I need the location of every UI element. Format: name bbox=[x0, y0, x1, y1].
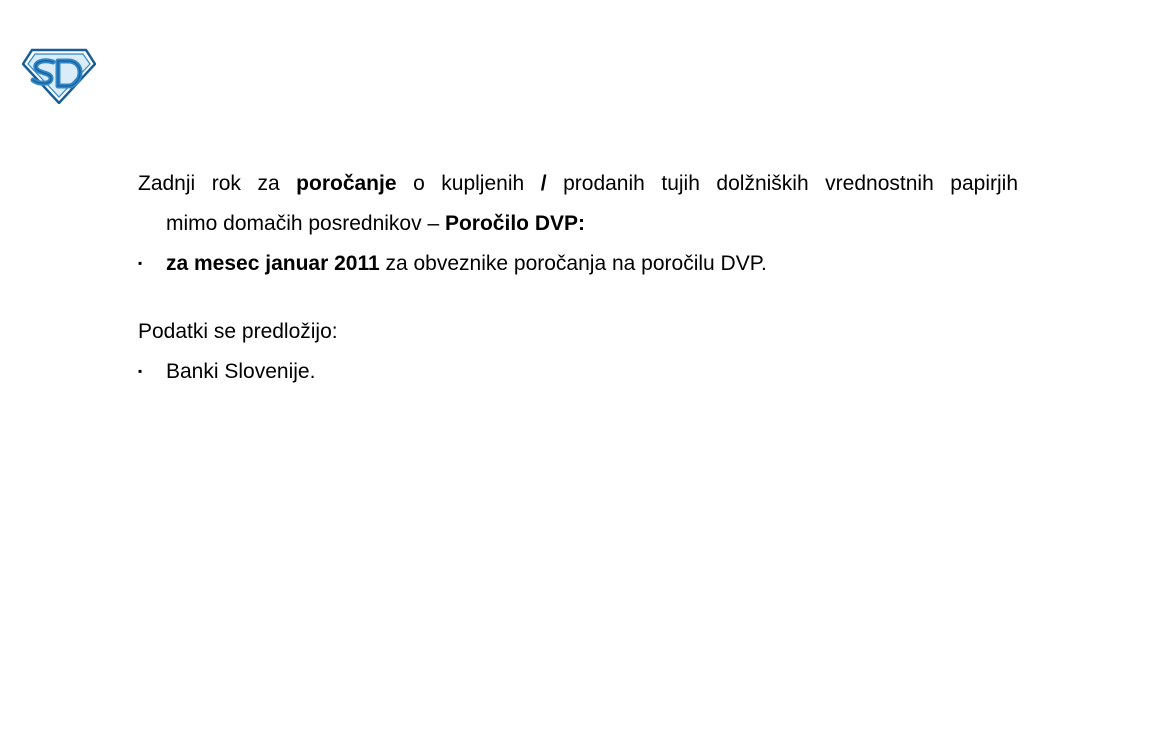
bullet-1-bold: za mesec januar 2011 bbox=[166, 252, 380, 275]
deadline-line-2 bbox=[138, 204, 1018, 244]
bullet-2-text: Banki Slovenije. bbox=[166, 360, 316, 383]
deadline-line-1 bbox=[138, 164, 1018, 204]
bullet-1-rest: za obveznike poročanja na poročilu DVP. bbox=[379, 252, 767, 275]
list-item bbox=[138, 352, 1018, 394]
shield-logo-icon bbox=[22, 48, 96, 104]
document-body bbox=[138, 164, 1018, 394]
deadline-paragraph bbox=[138, 164, 1018, 244]
square-bullet-icon: ▪ bbox=[138, 256, 143, 270]
deadline-text-3: prodanih tujih dolžniških vrednostnih papirjih bbox=[546, 172, 1018, 195]
square-bullet-icon: ▪ bbox=[138, 364, 143, 378]
deadline-text-2: o kupljenih bbox=[396, 172, 541, 195]
submission-paragraph: Podatki se predložijo: bbox=[138, 320, 338, 343]
deadline-text-4: mimo domačih posrednikov – bbox=[166, 212, 445, 235]
deadline-bold-slash: / bbox=[540, 172, 547, 195]
bullet-1-text bbox=[166, 244, 767, 284]
company-logo bbox=[22, 48, 96, 104]
deadline-text-1: Zadnji rok za bbox=[138, 172, 297, 195]
deadline-bold-report-name: Poročilo DVP: bbox=[444, 212, 585, 235]
deadline-bold-reporting: poročanje bbox=[296, 172, 397, 195]
list-item bbox=[138, 244, 1018, 286]
